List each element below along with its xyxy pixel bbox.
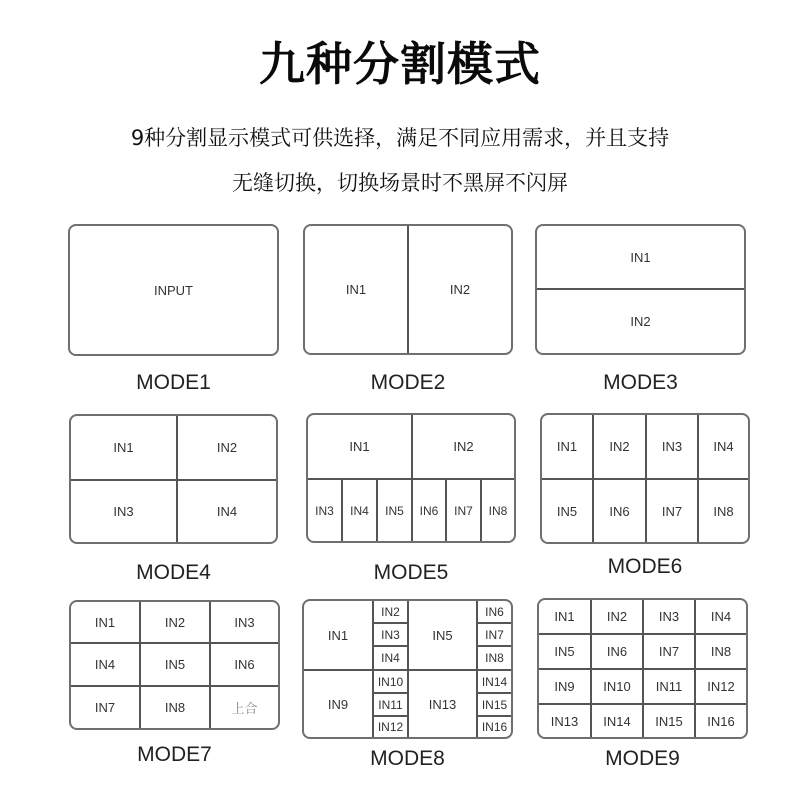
cell-in1: IN1 [554,609,575,624]
cell-in5: IN5 [385,503,404,518]
cell-in12: IN12 [377,720,404,734]
mode1-label: MODE1 [136,371,211,394]
cell-in8: IN8 [488,503,508,518]
mode5-diagram [306,413,516,543]
cell-in8: IN8 [485,651,504,665]
cell-in1: IN1 [327,627,349,643]
mode1-diagram [68,224,279,356]
cell-in5: IN5 [554,644,575,659]
cell-in13: IN13 [550,713,579,729]
cell-in8: IN8 [164,700,186,715]
mode3-label: MODE3 [603,371,678,394]
cell-in9: IN9 [327,696,349,712]
cell-in3: IN3 [661,439,683,454]
cell-in2: IN2 [449,282,471,297]
cell-in2: IN2 [216,440,238,455]
cell-in2: IN2 [630,314,651,329]
cell-in12: IN12 [707,679,735,694]
cell-in6: IN6 [609,503,630,519]
cell-in6: IN6 [606,644,628,659]
cell-in15: IN15 [655,713,683,729]
cell-in7: IN7 [454,503,473,518]
cell-in2: IN2 [606,609,628,624]
cell-in7: IN7 [658,644,680,659]
cell-in3: IN3 [113,504,134,519]
cell-in13: IN13 [428,696,457,712]
cell-in16: IN16 [707,713,735,729]
mode3-diagram [535,224,746,355]
cell-input: INPUT [154,282,193,298]
cell-in4: IN4 [381,651,400,665]
cell-in1: IN1 [113,440,134,455]
description-line-1: 9种分割显示模式可供选择，满足不同应用需求，并且支持 [130,126,670,150]
mode8-diagram [302,599,513,739]
cell-in16: IN16 [481,720,508,734]
cell-in1: IN1 [94,614,116,630]
cell-in11: IN11 [378,697,403,712]
cell-in4: IN4 [94,657,116,672]
mode7-label: MODE7 [137,743,212,766]
mode2-label: MODE2 [370,371,446,394]
mode4-label: MODE4 [136,561,211,584]
cell-in1: IN1 [630,249,651,265]
cell-in2: IN2 [164,614,186,630]
cell-in7: IN7 [94,700,116,715]
cell-in7: IN7 [661,503,683,519]
cell-in3: IN3 [381,627,400,642]
cell-in11: IN11 [655,679,683,694]
cell-in14: IN14 [603,713,631,729]
mode9-diagram [537,598,748,739]
cell-in5: IN5 [432,627,453,643]
cell-watermark: 上合 [231,701,258,716]
cell-in1: IN1 [556,439,578,454]
mode6-diagram [540,413,750,544]
cell-in4: IN4 [216,504,238,519]
cell-in3: IN3 [234,614,255,630]
cell-in2: IN2 [381,604,400,619]
cell-in10: IN10 [603,679,631,694]
mode5-label: MODE5 [373,561,449,584]
cell-in5: IN5 [556,503,578,519]
cell-in15: IN15 [481,697,508,712]
page-title: 九种分割模式 [259,37,541,91]
mode2-diagram [303,224,513,355]
mode4-diagram [69,414,278,544]
cell-in6: IN6 [234,657,255,672]
cell-in4: IN4 [350,503,369,518]
cell-in14: IN14 [481,674,508,689]
cell-in1: IN1 [345,282,367,297]
cell-in2: IN2 [453,439,474,454]
cell-in3: IN3 [315,503,334,518]
cell-in9: IN9 [554,679,575,694]
cell-in8: IN8 [713,503,734,519]
mode7-diagram [69,600,280,730]
mode8-label: MODE8 [370,747,445,770]
mode6-label: MODE6 [607,555,683,578]
description-line-2: 无缝切换，切换场景时不黑屏不闪屏 [232,171,568,195]
cell-in10: IN10 [377,674,404,689]
cell-in6: IN6 [419,503,439,518]
cell-in4: IN4 [713,439,734,454]
cell-in3: IN3 [658,609,680,624]
cell-in6: IN6 [485,604,504,619]
cell-in2: IN2 [609,439,630,454]
mode9-label: MODE9 [605,747,680,770]
cell-in8: IN8 [710,644,732,659]
cell-in7: IN7 [485,627,504,642]
cell-in1: IN1 [349,439,370,454]
cell-in5: IN5 [164,657,186,672]
cell-in4: IN4 [710,609,732,624]
